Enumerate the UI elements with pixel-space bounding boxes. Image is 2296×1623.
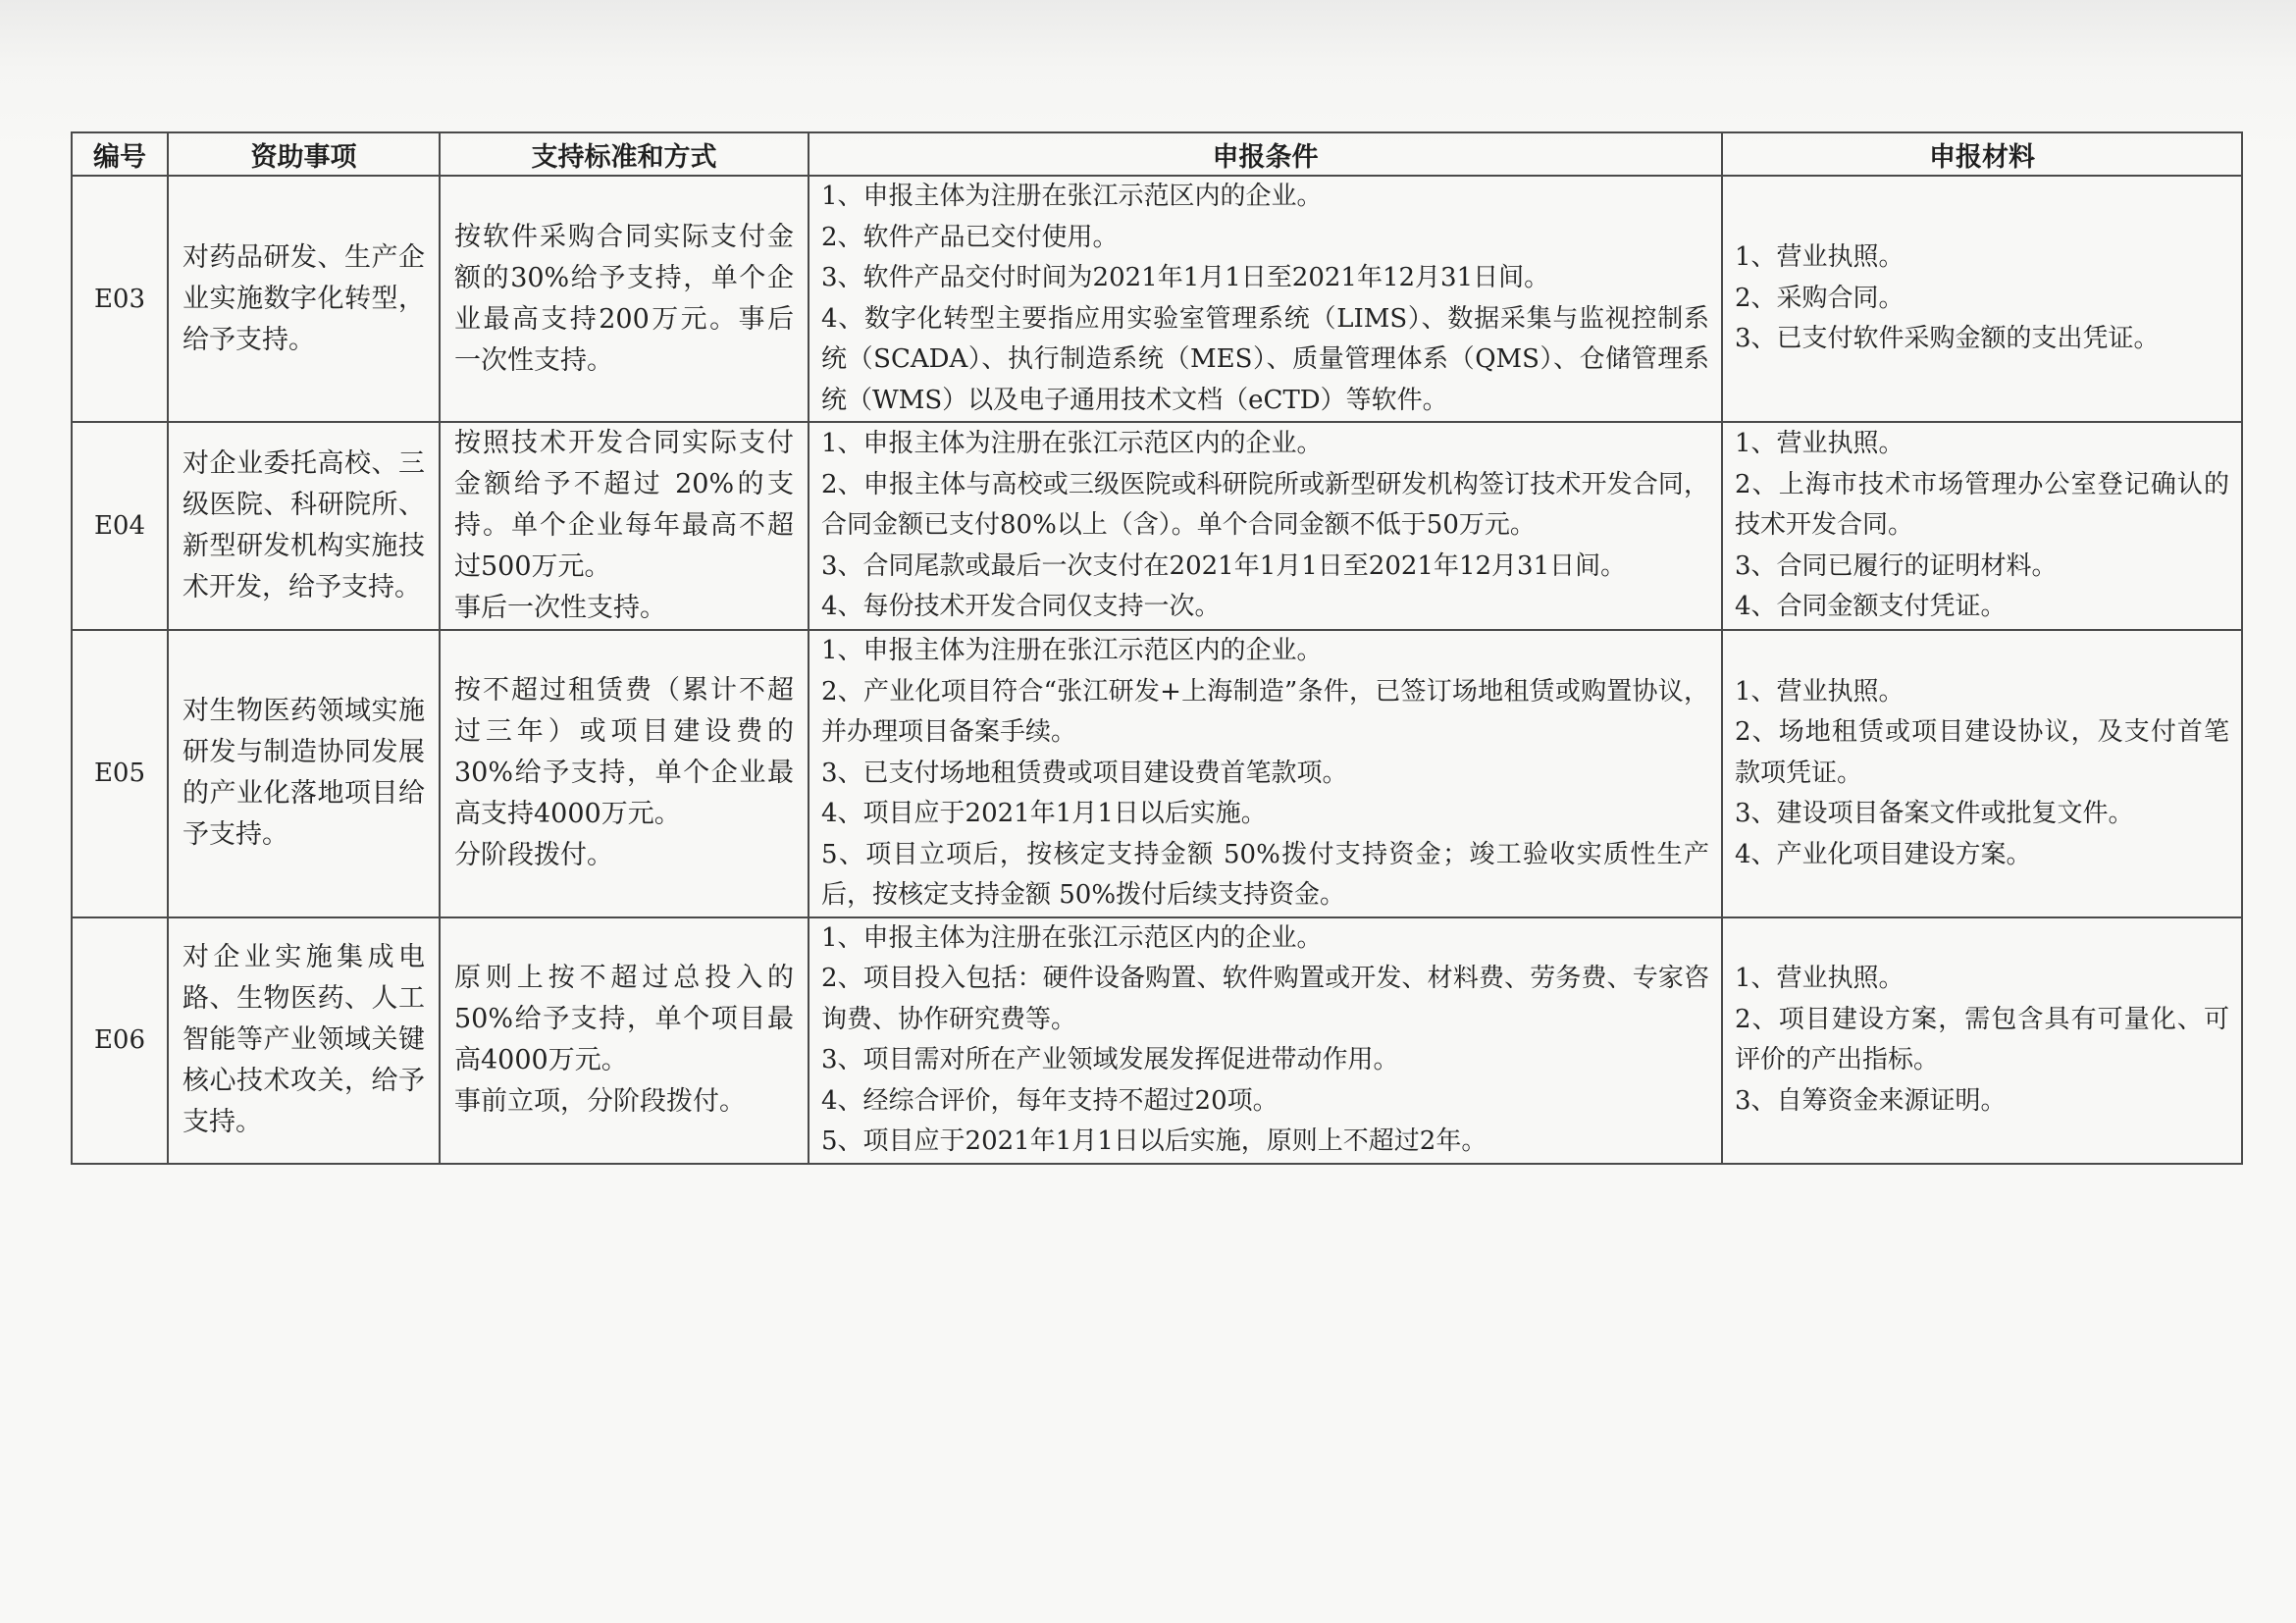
standard-line: 原则上按不超过总投入的50%给予支持，单个项目最高4000万元。 (454, 963, 794, 1075)
condition-item: 5、项目立项后，按核定支持金额 50%拨付支持资金；竣工验收实质性生产后，按核定支持金额 50%拨付后续支持资金。 (821, 839, 1709, 910)
row-materials (1722, 422, 2242, 630)
material-item: 1、营业执照。 (1735, 964, 1905, 993)
condition-item: 5、项目应于2021年1月1日以后实施，原则上不超过2年。 (821, 1126, 1487, 1156)
material-item: 2、场地租赁或项目建设协议，及支付首笔款项凭证。 (1735, 717, 2229, 788)
row-support-standard (440, 422, 809, 630)
header-conditions: 申报条件 (809, 132, 1722, 176)
row-materials (1722, 176, 2242, 422)
condition-item: 1、申报主体为注册在张江示范区内的企业。 (821, 922, 1323, 953)
row-conditions (809, 630, 1722, 917)
material-item: 2、项目建设方案，需包含具有可量化、可评价的产出指标。 (1735, 1004, 2229, 1074)
table-body (72, 176, 2242, 1164)
header-code: 编号 (72, 132, 168, 176)
table-row (72, 422, 2242, 630)
table-row (72, 176, 2242, 422)
row-funding-item: 对药品研发、生产企业实施数字化转型，给予支持。 (168, 176, 440, 422)
condition-item: 4、数字化转型主要指应用实验室管理系统（LIMS）、数据采集与监视控制系统（SCADA）、执行制造系统（MES）、质量管理体系（QMS）、仓储管理系统（WMS）以及电子通用技术文档（eCTD）等软件。 (821, 303, 1709, 415)
material-item: 3、建设项目备案文件或批复文件。 (1735, 799, 2134, 828)
row-funding-item: 对企业委托高校、三级医院、科研院所、新型研发机构实施技术开发，给予支持。 (168, 422, 440, 630)
condition-item: 1、申报主体为注册在张江示范区内的企业。 (821, 636, 1323, 665)
table-header-row (72, 132, 2242, 176)
condition-item: 3、项目需对所在产业领域发展发挥促进带动作用。 (821, 1045, 1399, 1074)
material-item: 3、合同已履行的证明材料。 (1735, 550, 2058, 581)
material-item: 3、自筹资金来源证明。 (1735, 1085, 2007, 1116)
row-code: E04 (72, 422, 168, 630)
material-item: 2、上海市技术市场管理办公室登记确认的技术开发合同。 (1735, 469, 2229, 541)
row-code: E06 (72, 917, 168, 1164)
row-materials (1722, 630, 2242, 917)
row-support-standard (440, 630, 809, 917)
condition-item: 3、合同尾款或最后一次支付在2021年1月1日至2021年12月31日间。 (821, 550, 1627, 581)
material-item: 1、营业执照。 (1735, 429, 1905, 459)
condition-item: 1、申报主体为注册在张江示范区内的企业。 (821, 429, 1323, 459)
condition-item: 3、软件产品交付时间为2021年1月1日至2021年12月31日间。 (821, 263, 1550, 292)
material-item: 3、已支付软件采购金额的支出凭证。 (1735, 324, 2160, 354)
funding-table (71, 131, 2243, 1165)
condition-item: 4、经综合评价，每年支持不超过20项。 (821, 1085, 1278, 1116)
condition-item: 2、项目投入包括：硬件设备购置、软件购置或开发、材料费、劳务费、专家咨询费、协作研究费等。 (821, 964, 1709, 1034)
condition-item: 2、产业化项目符合“张江研发+上海制造”条件，已签订场地租赁或购置协议，并办理项目备案手续。 (821, 676, 1709, 747)
condition-item: 2、申报主体与高校或三级医院或科研院所或新型研发机构签订技术开发合同，合同金额已支付80%以上（含）。单个合同金额不低于50万元。 (821, 469, 1709, 541)
condition-item: 4、每份技术开发合同仅支持一次。 (821, 592, 1221, 622)
standard-line: 按软件采购合同实际支付金额的30%给予支持，单个企业最高支持200万元。事后一次性支持。 (454, 221, 794, 376)
material-item: 1、营业执照。 (1735, 242, 1905, 273)
row-conditions (809, 917, 1722, 1164)
condition-item: 3、已支付场地租赁费或项目建设费首笔款项。 (821, 758, 1348, 788)
header-standard: 支持标准和方式 (440, 132, 809, 176)
row-funding-item: 对生物医药领域实施研发与制造协同发展的产业化落地项目给予支持。 (168, 630, 440, 917)
row-code: E03 (72, 176, 168, 422)
condition-item: 2、软件产品已交付使用。 (821, 222, 1119, 252)
standard-line: 事后一次性支持。 (454, 593, 666, 623)
row-conditions (809, 422, 1722, 630)
row-code: E05 (72, 630, 168, 917)
row-support-standard (440, 176, 809, 422)
row-materials (1722, 917, 2242, 1164)
row-funding-item: 对企业实施集成电路、生物医药、人工智能等产业领域关键核心技术攻关，给予支持。 (168, 917, 440, 1164)
condition-item: 4、项目应于2021年1月1日以后实施。 (821, 799, 1267, 828)
condition-item: 1、申报主体为注册在张江示范区内的企业。 (821, 182, 1323, 211)
material-item: 1、营业执照。 (1735, 676, 1905, 707)
material-item: 4、合同金额支付凭证。 (1735, 592, 2007, 622)
standard-line: 按照技术开发合同实际支付金额给予不超过 20%的支持。单个企业每年最高不超过500万元。 (454, 428, 794, 582)
material-item: 2、采购合同。 (1735, 283, 1905, 313)
table-row (72, 917, 2242, 1164)
header-item: 资助事项 (168, 132, 440, 176)
row-conditions (809, 176, 1722, 422)
header-materials: 申报材料 (1722, 132, 2242, 176)
table-row (72, 630, 2242, 917)
standard-line: 按不超过租赁费（累计不超过三年）或项目建设费的30%给予支持，单个企业最高支持4000万元。 (454, 675, 794, 830)
material-item: 4、产业化项目建设方案。 (1735, 839, 2032, 869)
standard-line: 分阶段拨付。 (454, 840, 613, 871)
row-support-standard (440, 917, 809, 1164)
standard-line: 事前立项，分阶段拨付。 (454, 1086, 746, 1117)
